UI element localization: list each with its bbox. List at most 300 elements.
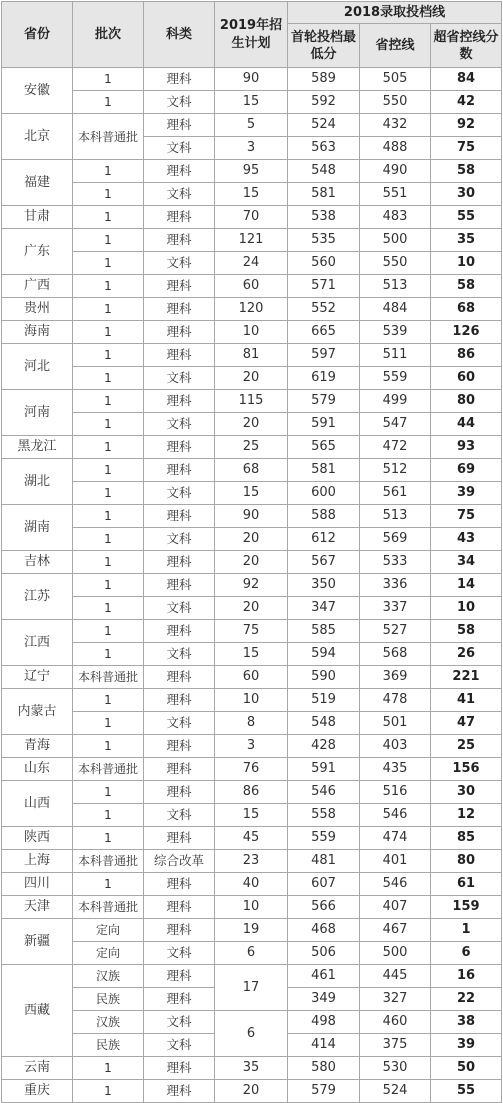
cell-provincial-line: 551 xyxy=(360,183,431,206)
cell-province: 辽宁 xyxy=(2,666,73,689)
cell-subject: 理科 xyxy=(144,735,215,758)
cell-provincial-line: 401 xyxy=(360,850,431,873)
table-body xyxy=(2,68,502,1103)
cell-first-round-min: 591 xyxy=(288,758,360,781)
cell-first-round-min: 600 xyxy=(288,482,360,505)
cell-batch: 1 xyxy=(73,1080,144,1103)
cell-province: 江苏 xyxy=(2,574,73,620)
cell-above-line: 221 xyxy=(431,666,502,689)
cell-subject: 理科 xyxy=(144,275,215,298)
cell-first-round-min: 552 xyxy=(288,298,360,321)
cell-first-round-min: 519 xyxy=(288,689,360,712)
cell-subject: 理科 xyxy=(144,344,215,367)
cell-above-line: 12 xyxy=(431,804,502,827)
header-provincial-line: 省控线 xyxy=(360,24,431,68)
table-row xyxy=(2,459,502,482)
cell-province: 湖南 xyxy=(2,505,73,551)
cell-first-round-min: 565 xyxy=(288,436,360,459)
cell-above-line: 10 xyxy=(431,597,502,620)
cell-subject: 文科 xyxy=(144,482,215,505)
table-row xyxy=(2,597,502,620)
cell-batch: 本科普通批 xyxy=(73,114,144,160)
cell-above-line: 38 xyxy=(431,1011,502,1034)
cell-plan: 20 xyxy=(215,1080,288,1103)
cell-plan: 15 xyxy=(215,183,288,206)
table-row xyxy=(2,873,502,896)
cell-subject: 文科 xyxy=(144,252,215,275)
table-row xyxy=(2,160,502,183)
cell-provincial-line: 546 xyxy=(360,873,431,896)
table-row xyxy=(2,298,502,321)
cell-first-round-min: 612 xyxy=(288,528,360,551)
cell-plan: 60 xyxy=(215,275,288,298)
cell-subject: 文科 xyxy=(144,413,215,436)
cell-batch: 1 xyxy=(73,574,144,597)
cell-plan: 86 xyxy=(215,781,288,804)
cell-province: 河北 xyxy=(2,344,73,390)
cell-province: 北京 xyxy=(2,114,73,160)
cell-above-line: 60 xyxy=(431,367,502,390)
cell-first-round-min: 524 xyxy=(288,114,360,137)
cell-above-line: 39 xyxy=(431,1034,502,1057)
cell-batch: 定向 xyxy=(73,942,144,965)
table-row xyxy=(2,206,502,229)
cell-first-round-min: 350 xyxy=(288,574,360,597)
cell-above-line: 58 xyxy=(431,160,502,183)
cell-subject: 理科 xyxy=(144,114,215,137)
cell-subject: 理科 xyxy=(144,919,215,942)
cell-batch: 1 xyxy=(73,804,144,827)
cell-subject: 理科 xyxy=(144,1057,215,1080)
cell-subject: 理科 xyxy=(144,574,215,597)
cell-above-line: 1 xyxy=(431,919,502,942)
cell-batch: 1 xyxy=(73,873,144,896)
table-row xyxy=(2,482,502,505)
cell-above-line: 93 xyxy=(431,436,502,459)
table-row xyxy=(2,827,502,850)
cell-batch: 1 xyxy=(73,459,144,482)
cell-above-line: 68 xyxy=(431,298,502,321)
cell-batch: 1 xyxy=(73,298,144,321)
cell-first-round-min: 579 xyxy=(288,1080,360,1103)
cell-provincial-line: 550 xyxy=(360,91,431,114)
header-2018-admission-line: 2018录取投档线 xyxy=(288,2,502,24)
cell-batch: 1 xyxy=(73,505,144,528)
cell-first-round-min: 589 xyxy=(288,68,360,91)
cell-first-round-min: 619 xyxy=(288,367,360,390)
table-row xyxy=(2,712,502,735)
cell-provincial-line: 478 xyxy=(360,689,431,712)
table-row xyxy=(2,666,502,689)
cell-batch: 1 xyxy=(73,735,144,758)
cell-plan: 6 xyxy=(215,1011,288,1057)
cell-province: 湖北 xyxy=(2,459,73,505)
cell-plan: 20 xyxy=(215,413,288,436)
cell-plan: 10 xyxy=(215,689,288,712)
cell-plan: 20 xyxy=(215,367,288,390)
cell-above-line: 85 xyxy=(431,827,502,850)
cell-provincial-line: 445 xyxy=(360,965,431,988)
cell-province: 山西 xyxy=(2,781,73,827)
cell-province: 重庆 xyxy=(2,1080,73,1103)
cell-first-round-min: 571 xyxy=(288,275,360,298)
cell-provincial-line: 337 xyxy=(360,597,431,620)
cell-subject: 文科 xyxy=(144,1011,215,1034)
header-above-line: 超省控线分数 xyxy=(431,24,502,68)
cell-batch: 1 xyxy=(73,597,144,620)
cell-provincial-line: 499 xyxy=(360,390,431,413)
table-row xyxy=(2,942,502,965)
table-row xyxy=(2,321,502,344)
cell-province: 山东 xyxy=(2,758,73,781)
cell-subject: 文科 xyxy=(144,137,215,160)
cell-province: 福建 xyxy=(2,160,73,206)
cell-above-line: 30 xyxy=(431,781,502,804)
cell-subject: 理科 xyxy=(144,988,215,1011)
cell-first-round-min: 581 xyxy=(288,459,360,482)
cell-provincial-line: 369 xyxy=(360,666,431,689)
cell-above-line: 50 xyxy=(431,1057,502,1080)
cell-plan: 20 xyxy=(215,551,288,574)
cell-province: 青海 xyxy=(2,735,73,758)
cell-provincial-line: 484 xyxy=(360,298,431,321)
cell-batch: 本科普通批 xyxy=(73,896,144,919)
cell-subject: 理科 xyxy=(144,298,215,321)
cell-batch: 民族 xyxy=(73,1034,144,1057)
cell-provincial-line: 546 xyxy=(360,804,431,827)
table-row xyxy=(2,367,502,390)
cell-first-round-min: 590 xyxy=(288,666,360,689)
cell-first-round-min: 546 xyxy=(288,781,360,804)
cell-first-round-min: 579 xyxy=(288,390,360,413)
table-row xyxy=(2,1011,502,1034)
cell-plan: 70 xyxy=(215,206,288,229)
cell-first-round-min: 535 xyxy=(288,229,360,252)
cell-first-round-min: 588 xyxy=(288,505,360,528)
cell-provincial-line: 483 xyxy=(360,206,431,229)
cell-first-round-min: 548 xyxy=(288,160,360,183)
cell-batch: 1 xyxy=(73,367,144,390)
header-province: 省份 xyxy=(2,2,73,68)
cell-above-line: 26 xyxy=(431,643,502,666)
table-row xyxy=(2,183,502,206)
cell-provincial-line: 460 xyxy=(360,1011,431,1034)
cell-plan: 60 xyxy=(215,666,288,689)
cell-subject: 理科 xyxy=(144,965,215,988)
cell-above-line: 92 xyxy=(431,114,502,137)
cell-batch: 1 xyxy=(73,183,144,206)
cell-first-round-min: 414 xyxy=(288,1034,360,1057)
cell-above-line: 156 xyxy=(431,758,502,781)
cell-batch: 1 xyxy=(73,436,144,459)
cell-plan: 25 xyxy=(215,436,288,459)
cell-plan: 76 xyxy=(215,758,288,781)
cell-subject: 文科 xyxy=(144,942,215,965)
cell-province: 海南 xyxy=(2,321,73,344)
cell-above-line: 16 xyxy=(431,965,502,988)
cell-subject: 综合改革 xyxy=(144,850,215,873)
cell-above-line: 126 xyxy=(431,321,502,344)
cell-province: 新疆 xyxy=(2,919,73,965)
cell-above-line: 58 xyxy=(431,620,502,643)
cell-province: 安徽 xyxy=(2,68,73,114)
cell-above-line: 10 xyxy=(431,252,502,275)
table-row xyxy=(2,1080,502,1103)
cell-above-line: 14 xyxy=(431,574,502,597)
cell-provincial-line: 524 xyxy=(360,1080,431,1103)
cell-plan: 15 xyxy=(215,91,288,114)
cell-province: 天津 xyxy=(2,896,73,919)
cell-batch: 1 xyxy=(73,712,144,735)
cell-subject: 文科 xyxy=(144,1034,215,1057)
cell-subject: 理科 xyxy=(144,459,215,482)
table-row xyxy=(2,114,502,137)
cell-provincial-line: 527 xyxy=(360,620,431,643)
cell-subject: 理科 xyxy=(144,68,215,91)
cell-first-round-min: 591 xyxy=(288,413,360,436)
cell-subject: 理科 xyxy=(144,206,215,229)
cell-above-line: 22 xyxy=(431,988,502,1011)
cell-subject: 理科 xyxy=(144,666,215,689)
cell-provincial-line: 501 xyxy=(360,712,431,735)
cell-first-round-min: 665 xyxy=(288,321,360,344)
cell-subject: 理科 xyxy=(144,321,215,344)
table-row xyxy=(2,252,502,275)
cell-subject: 文科 xyxy=(144,183,215,206)
cell-above-line: 35 xyxy=(431,229,502,252)
table-row xyxy=(2,390,502,413)
cell-plan: 15 xyxy=(215,482,288,505)
cell-subject: 理科 xyxy=(144,1080,215,1103)
cell-above-line: 159 xyxy=(431,896,502,919)
cell-plan: 40 xyxy=(215,873,288,896)
cell-provincial-line: 539 xyxy=(360,321,431,344)
cell-provincial-line: 511 xyxy=(360,344,431,367)
cell-first-round-min: 560 xyxy=(288,252,360,275)
cell-above-line: 30 xyxy=(431,183,502,206)
cell-plan: 5 xyxy=(215,114,288,137)
table-row xyxy=(2,896,502,919)
cell-subject: 理科 xyxy=(144,620,215,643)
cell-provincial-line: 513 xyxy=(360,275,431,298)
cell-above-line: 34 xyxy=(431,551,502,574)
cell-province: 云南 xyxy=(2,1057,73,1080)
cell-plan: 20 xyxy=(215,597,288,620)
cell-province: 内蒙古 xyxy=(2,689,73,735)
cell-subject: 文科 xyxy=(144,367,215,390)
cell-provincial-line: 550 xyxy=(360,252,431,275)
cell-provincial-line: 500 xyxy=(360,229,431,252)
cell-first-round-min: 592 xyxy=(288,91,360,114)
cell-above-line: 75 xyxy=(431,505,502,528)
cell-subject: 理科 xyxy=(144,873,215,896)
cell-first-round-min: 428 xyxy=(288,735,360,758)
cell-subject: 理科 xyxy=(144,505,215,528)
cell-above-line: 86 xyxy=(431,344,502,367)
cell-above-line: 41 xyxy=(431,689,502,712)
table-row xyxy=(2,643,502,666)
cell-provincial-line: 516 xyxy=(360,781,431,804)
cell-subject: 理科 xyxy=(144,689,215,712)
cell-provincial-line: 467 xyxy=(360,919,431,942)
cell-above-line: 39 xyxy=(431,482,502,505)
cell-above-line: 55 xyxy=(431,206,502,229)
cell-provincial-line: 336 xyxy=(360,574,431,597)
cell-provincial-line: 488 xyxy=(360,137,431,160)
cell-province: 广东 xyxy=(2,229,73,275)
cell-provincial-line: 472 xyxy=(360,436,431,459)
cell-first-round-min: 597 xyxy=(288,344,360,367)
cell-province: 陕西 xyxy=(2,827,73,850)
cell-plan: 3 xyxy=(215,137,288,160)
table-row xyxy=(2,229,502,252)
cell-plan: 17 xyxy=(215,965,288,1011)
cell-batch: 1 xyxy=(73,344,144,367)
cell-subject: 文科 xyxy=(144,528,215,551)
cell-first-round-min: 349 xyxy=(288,988,360,1011)
cell-provincial-line: 500 xyxy=(360,942,431,965)
cell-first-round-min: 548 xyxy=(288,712,360,735)
table-row xyxy=(2,68,502,91)
cell-batch: 1 xyxy=(73,275,144,298)
cell-above-line: 61 xyxy=(431,873,502,896)
table-row xyxy=(2,1057,502,1080)
table-row xyxy=(2,735,502,758)
cell-first-round-min: 498 xyxy=(288,1011,360,1034)
cell-provincial-line: 512 xyxy=(360,459,431,482)
cell-plan: 121 xyxy=(215,229,288,252)
table-row xyxy=(2,413,502,436)
cell-provincial-line: 561 xyxy=(360,482,431,505)
header-batch: 批次 xyxy=(73,2,144,68)
cell-batch: 1 xyxy=(73,206,144,229)
cell-plan: 90 xyxy=(215,505,288,528)
table-row xyxy=(2,850,502,873)
cell-first-round-min: 567 xyxy=(288,551,360,574)
cell-provincial-line: 559 xyxy=(360,367,431,390)
cell-first-round-min: 581 xyxy=(288,183,360,206)
cell-plan: 6 xyxy=(215,942,288,965)
cell-first-round-min: 607 xyxy=(288,873,360,896)
cell-first-round-min: 506 xyxy=(288,942,360,965)
cell-batch: 本科普通批 xyxy=(73,666,144,689)
cell-above-line: 6 xyxy=(431,942,502,965)
cell-batch: 1 xyxy=(73,528,144,551)
cell-plan: 3 xyxy=(215,735,288,758)
cell-subject: 理科 xyxy=(144,758,215,781)
cell-plan: 19 xyxy=(215,919,288,942)
cell-first-round-min: 481 xyxy=(288,850,360,873)
cell-batch: 本科普通批 xyxy=(73,758,144,781)
cell-plan: 23 xyxy=(215,850,288,873)
cell-first-round-min: 585 xyxy=(288,620,360,643)
cell-provincial-line: 375 xyxy=(360,1034,431,1057)
cell-batch: 汉族 xyxy=(73,965,144,988)
admission-table-container xyxy=(1,1,501,1103)
cell-province: 西藏 xyxy=(2,965,73,1057)
cell-province: 黑龙江 xyxy=(2,436,73,459)
cell-first-round-min: 468 xyxy=(288,919,360,942)
table-row xyxy=(2,689,502,712)
cell-plan: 45 xyxy=(215,827,288,850)
cell-batch: 1 xyxy=(73,390,144,413)
cell-plan: 24 xyxy=(215,252,288,275)
table-row xyxy=(2,91,502,114)
cell-batch: 1 xyxy=(73,160,144,183)
cell-plan: 35 xyxy=(215,1057,288,1080)
table-row xyxy=(2,781,502,804)
cell-first-round-min: 566 xyxy=(288,896,360,919)
table-row xyxy=(2,275,502,298)
cell-batch: 1 xyxy=(73,643,144,666)
cell-subject: 理科 xyxy=(144,390,215,413)
cell-provincial-line: 533 xyxy=(360,551,431,574)
cell-batch: 民族 xyxy=(73,988,144,1011)
header-subject: 科类 xyxy=(144,2,215,68)
cell-batch: 1 xyxy=(73,689,144,712)
cell-above-line: 84 xyxy=(431,68,502,91)
cell-province: 江西 xyxy=(2,620,73,666)
cell-provincial-line: 327 xyxy=(360,988,431,1011)
cell-subject: 文科 xyxy=(144,712,215,735)
cell-batch: 1 xyxy=(73,91,144,114)
cell-province: 广西 xyxy=(2,275,73,298)
cell-subject: 文科 xyxy=(144,91,215,114)
cell-above-line: 75 xyxy=(431,137,502,160)
cell-first-round-min: 347 xyxy=(288,597,360,620)
table-row xyxy=(2,804,502,827)
header-plan-2019: 2019年招生计划 xyxy=(215,2,288,68)
cell-provincial-line: 569 xyxy=(360,528,431,551)
cell-batch: 1 xyxy=(73,827,144,850)
cell-provincial-line: 474 xyxy=(360,827,431,850)
cell-batch: 1 xyxy=(73,68,144,91)
cell-above-line: 69 xyxy=(431,459,502,482)
cell-provincial-line: 505 xyxy=(360,68,431,91)
cell-plan: 90 xyxy=(215,68,288,91)
table-row xyxy=(2,436,502,459)
table-row xyxy=(2,574,502,597)
cell-plan: 10 xyxy=(215,896,288,919)
cell-subject: 理科 xyxy=(144,827,215,850)
cell-provincial-line: 568 xyxy=(360,643,431,666)
cell-plan: 115 xyxy=(215,390,288,413)
table-row xyxy=(2,344,502,367)
cell-plan: 68 xyxy=(215,459,288,482)
cell-province: 四川 xyxy=(2,873,73,896)
cell-batch: 1 xyxy=(73,229,144,252)
cell-above-line: 80 xyxy=(431,390,502,413)
cell-first-round-min: 594 xyxy=(288,643,360,666)
admission-score-table xyxy=(1,1,502,1103)
cell-provincial-line: 490 xyxy=(360,160,431,183)
cell-first-round-min: 563 xyxy=(288,137,360,160)
cell-subject: 理科 xyxy=(144,436,215,459)
cell-plan: 15 xyxy=(215,643,288,666)
cell-provincial-line: 530 xyxy=(360,1057,431,1080)
cell-provincial-line: 435 xyxy=(360,758,431,781)
cell-above-line: 44 xyxy=(431,413,502,436)
cell-province: 贵州 xyxy=(2,298,73,321)
cell-first-round-min: 538 xyxy=(288,206,360,229)
cell-batch: 1 xyxy=(73,321,144,344)
table-row xyxy=(2,620,502,643)
cell-provincial-line: 407 xyxy=(360,896,431,919)
cell-plan: 15 xyxy=(215,804,288,827)
cell-provincial-line: 403 xyxy=(360,735,431,758)
cell-province: 甘肃 xyxy=(2,206,73,229)
table-row xyxy=(2,528,502,551)
